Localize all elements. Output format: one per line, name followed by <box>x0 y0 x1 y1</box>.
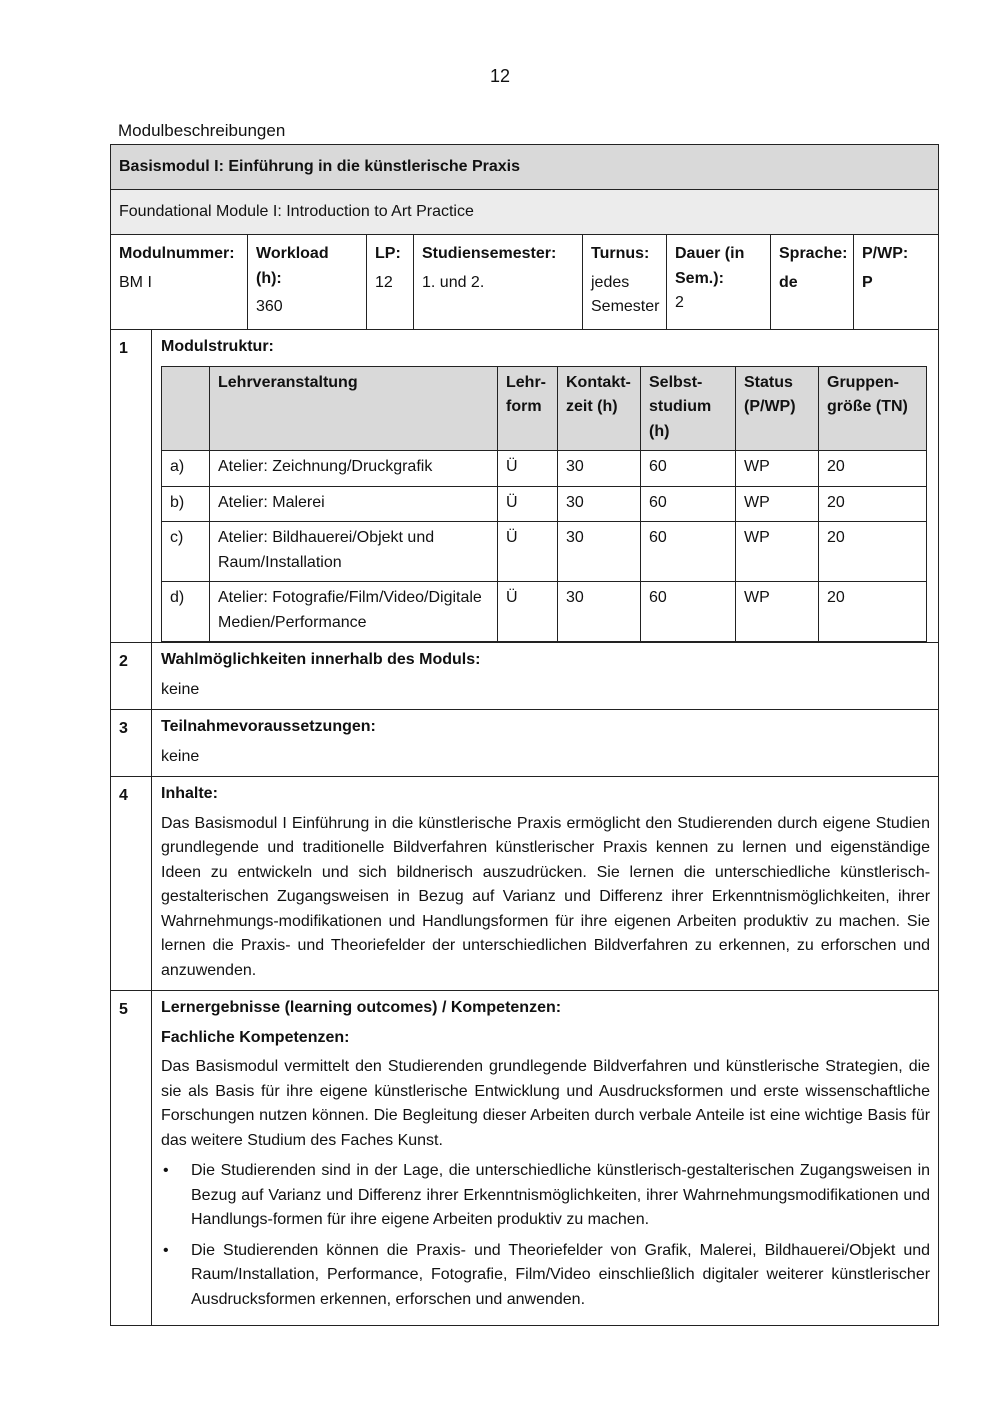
section-text: keine <box>161 680 200 698</box>
module-description-table <box>110 144 938 1326</box>
table-cell: Atelier: Zeichnung/Druckgrafik <box>210 451 498 487</box>
section-title: Modulstruktur: <box>161 338 274 355</box>
list-item <box>161 1239 930 1313</box>
meta-label: LP: <box>375 245 401 262</box>
meta-lp <box>367 235 414 330</box>
meta-value: de <box>779 273 798 291</box>
section-row <box>111 991 939 1326</box>
module-title-en: Foundational Module I: Introduction to Art Practice <box>111 190 939 235</box>
meta-studiensemester <box>414 235 583 330</box>
meta-value: jedes Semester <box>591 273 660 315</box>
section-title: Inhalte: <box>161 785 218 802</box>
table-cell: Ü <box>498 451 558 487</box>
competence-list <box>161 1159 930 1312</box>
section-number: 4 <box>111 777 152 991</box>
section-text: Das Basismodul vermittelt den Studierenden grundlegende Bildverfahren und künstlerische Strategien, die sie als Basis für ihre eigene künstlerische Entwicklung und Ausdrucksformen und erste wissenschaftliche Forschungen nutzen können. Die Begleitung dieser Arbeiten durch verbale Anteile ist eine wichtige Basis für das weitere Studium des Faches Kunst. <box>161 1058 931 1149</box>
table-cell: 30 <box>558 486 641 522</box>
meta-label: Sprache: <box>779 245 848 262</box>
meta-workload <box>248 235 367 330</box>
table-row <box>162 522 927 582</box>
table-cell: WP <box>736 582 819 642</box>
meta-value: 360 <box>256 298 283 315</box>
table-cell: 30 <box>558 451 641 487</box>
section-body <box>152 643 939 710</box>
table-cell: d) <box>162 582 210 642</box>
meta-label: P/WP: <box>862 245 909 262</box>
table-cell: Atelier: Bildhauerei/Objekt und Raum/Installation <box>210 522 498 582</box>
table-cell: c) <box>162 522 210 582</box>
table-row <box>162 451 927 487</box>
structure-header-cell: Gruppen- größe (TN) <box>819 366 927 451</box>
section-number: 2 <box>111 643 152 710</box>
meta-value: P <box>862 273 873 291</box>
table-cell: Ü <box>498 486 558 522</box>
meta-value: 2 <box>675 294 684 311</box>
meta-value: 12 <box>375 273 393 291</box>
meta-value: BM I <box>119 273 152 291</box>
bullet-icon: • <box>163 1162 169 1179</box>
table-cell: Ü <box>498 582 558 642</box>
structure-header-row <box>162 366 927 451</box>
table-cell: a) <box>162 451 210 487</box>
meta-label: Dauer (in Sem.): <box>675 245 745 287</box>
section-number: 1 <box>111 330 152 643</box>
section-text: keine <box>161 747 200 765</box>
table-cell: 60 <box>641 582 736 642</box>
structure-header-cell: Lehr- form <box>498 366 558 451</box>
section-title: Wahlmöglichkeiten innerhalb des Moduls: <box>161 651 481 668</box>
table-cell: 60 <box>641 486 736 522</box>
meta-modulnummer <box>111 235 248 330</box>
section-body <box>152 777 939 991</box>
list-item <box>161 1159 930 1233</box>
structure-header-cell: Kontakt- zeit (h) <box>558 366 641 451</box>
section-row <box>111 710 939 777</box>
meta-dauer <box>667 235 771 330</box>
table-cell: Atelier: Fotografie/Film/Video/Digitale Medien/Performance <box>210 582 498 642</box>
table-cell: WP <box>736 522 819 582</box>
meta-turnus <box>583 235 667 330</box>
table-cell: 60 <box>641 522 736 582</box>
section-body <box>152 330 939 643</box>
table-cell: b) <box>162 486 210 522</box>
meta-value: 1. und 2. <box>422 273 485 291</box>
table-cell: 30 <box>558 582 641 642</box>
table-cell: WP <box>736 486 819 522</box>
meta-label: Modulnummer: <box>119 245 235 262</box>
section-body <box>152 710 939 777</box>
table-cell: 20 <box>819 486 927 522</box>
section-row <box>111 643 939 710</box>
section-title: Lernergebnisse (learning outcomes) / Kompetenzen: <box>161 999 562 1016</box>
section-row <box>111 777 939 991</box>
page-number: 12 <box>489 66 511 86</box>
meta-label: Turnus: <box>591 245 650 262</box>
list-item-text: Die Studierenden können die Praxis- und Theoriefelder von Grafik, Malerei, Bildhauerei/Objekt und Raum/Installation, Performance, Fotografie, Film/Video einschließlich digitaler weiterer künstlerischer Ausdrucksformen erkennen, erforschen und anwenden. <box>191 1241 931 1308</box>
table-cell: 20 <box>819 451 927 487</box>
structure-header-cell: Lehrveranstaltung <box>210 366 498 451</box>
structure-header-cell: Status (P/WP) <box>736 366 819 451</box>
section-row <box>111 330 939 643</box>
section-heading: Modulbeschreibungen <box>118 121 286 140</box>
structure-table <box>161 366 927 643</box>
module-meta-row <box>111 235 939 330</box>
section-title: Teilnahmevoraussetzungen: <box>161 718 376 735</box>
section-number: 5 <box>111 991 152 1326</box>
structure-header-cell <box>162 366 210 451</box>
table-cell: 20 <box>819 582 927 642</box>
bullet-icon: • <box>163 1241 169 1259</box>
section-text: Das Basismodul I Einführung in die künstlerische Praxis ermöglicht den Studierenden durch eigene Studien grundlegende und traditionelle Bildverfahren künstlerischer Praxis kennen zu lernen und eigenständige Ideen zu entwickeln und sich bildnerisch auszudrücken. Sie lernen die unterschiedliche künstlerisch-gestalterischen Zugangsweisen in Bezug auf Varianz und Differenz ihrer Erkenntnismöglichkeiten, ihrer Wahrnehmungs-modifikationen und Handlungsformen für ihre eigenen Arbeiten produktiv zu machen. Sie lernen die Praxis- und Theoriefelder der unterschiedlichen Bildverfahren zu erkennen, zu erforschen und anzuwenden. <box>161 814 931 979</box>
table-row <box>162 582 927 642</box>
section-body <box>152 991 939 1326</box>
table-cell: Ü <box>498 522 558 582</box>
module-title-de: Basismodul I: Einführung in die künstlerische Praxis <box>111 145 939 190</box>
table-cell: 20 <box>819 522 927 582</box>
meta-sprache <box>771 235 854 330</box>
meta-pwp <box>854 235 939 330</box>
section-number: 3 <box>111 710 152 777</box>
table-cell: Atelier: Malerei <box>210 486 498 522</box>
list-item-text: Die Studierenden sind in der Lage, die unterschiedliche künstlerisch-gestalterischen Zugangsweisen in Bezug auf Varianz und Differenz ihrer Erkenntnismöglichkeiten, ihrer Wahrnehmungsmodifikationen und Handlungs-formen für ihre eigene Arbeiten produktiv zu machen. <box>191 1162 931 1228</box>
table-cell: 30 <box>558 522 641 582</box>
structure-header-cell: Selbst- studium (h) <box>641 366 736 451</box>
section-subtitle: Fachliche Kompetenzen: <box>161 1028 350 1046</box>
table-row <box>162 486 927 522</box>
table-cell: 60 <box>641 451 736 487</box>
meta-label: Studiensemester: <box>422 245 557 262</box>
table-cell: WP <box>736 451 819 487</box>
meta-label: Workload (h): <box>256 245 329 287</box>
